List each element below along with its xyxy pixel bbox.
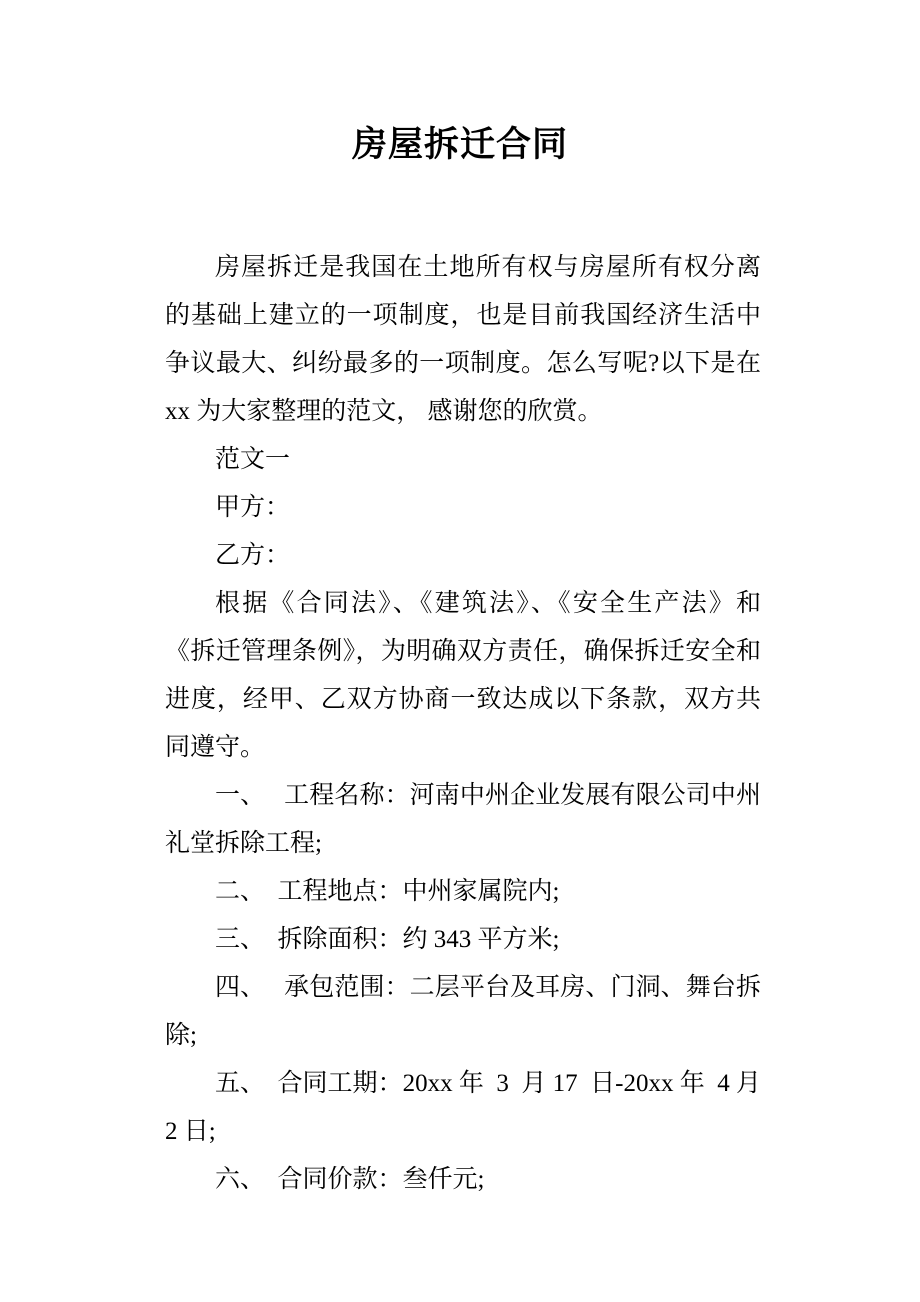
clause-2-location: 二、 工程地点：中州家属院内; bbox=[215, 878, 560, 905]
intro-paragraph: 房屋拆迁是我国在土地所有权与房屋所有权分离的基础上建立的一项制度，也是目前我国经济生活中争议最大、纠纷最多的一项制度。怎么写呢?以下是在 xx 为大家整理的范文， 感谢您的欣赏。 bbox=[165, 254, 761, 425]
clause-5-duration: 五、 合同工期：20xx 年 3 月 17 日-20xx 年 4 月 2 日; bbox=[165, 1070, 761, 1145]
party-a-line: 甲方： bbox=[215, 494, 291, 521]
clause-1-project-name: 一、 工程名称：河南中州企业发展有限公司中州礼堂拆除工程; bbox=[165, 782, 761, 857]
clause-6-price: 六、 合同价款：叁仟元; bbox=[215, 1166, 485, 1193]
clause-4-scope: 四、 承包范围：二层平台及耳房、门洞、舞台拆除; bbox=[165, 974, 761, 1049]
party-b-line: 乙方： bbox=[215, 542, 291, 569]
basis-paragraph: 根据《合同法》、《建筑法》、《安全生产法》和《拆迁管理条例》，为明确双方责任，确保拆迁安全和进度，经甲、乙双方协商一致达成以下条款，双方共同遵守。 bbox=[165, 590, 761, 761]
document-body bbox=[165, 244, 761, 1204]
clause-3-area: 三、 拆除面积：约 343 平方米; bbox=[215, 926, 560, 953]
document-title: 房屋拆迁合同 bbox=[351, 125, 568, 164]
sample-label: 范文一 bbox=[215, 446, 291, 473]
